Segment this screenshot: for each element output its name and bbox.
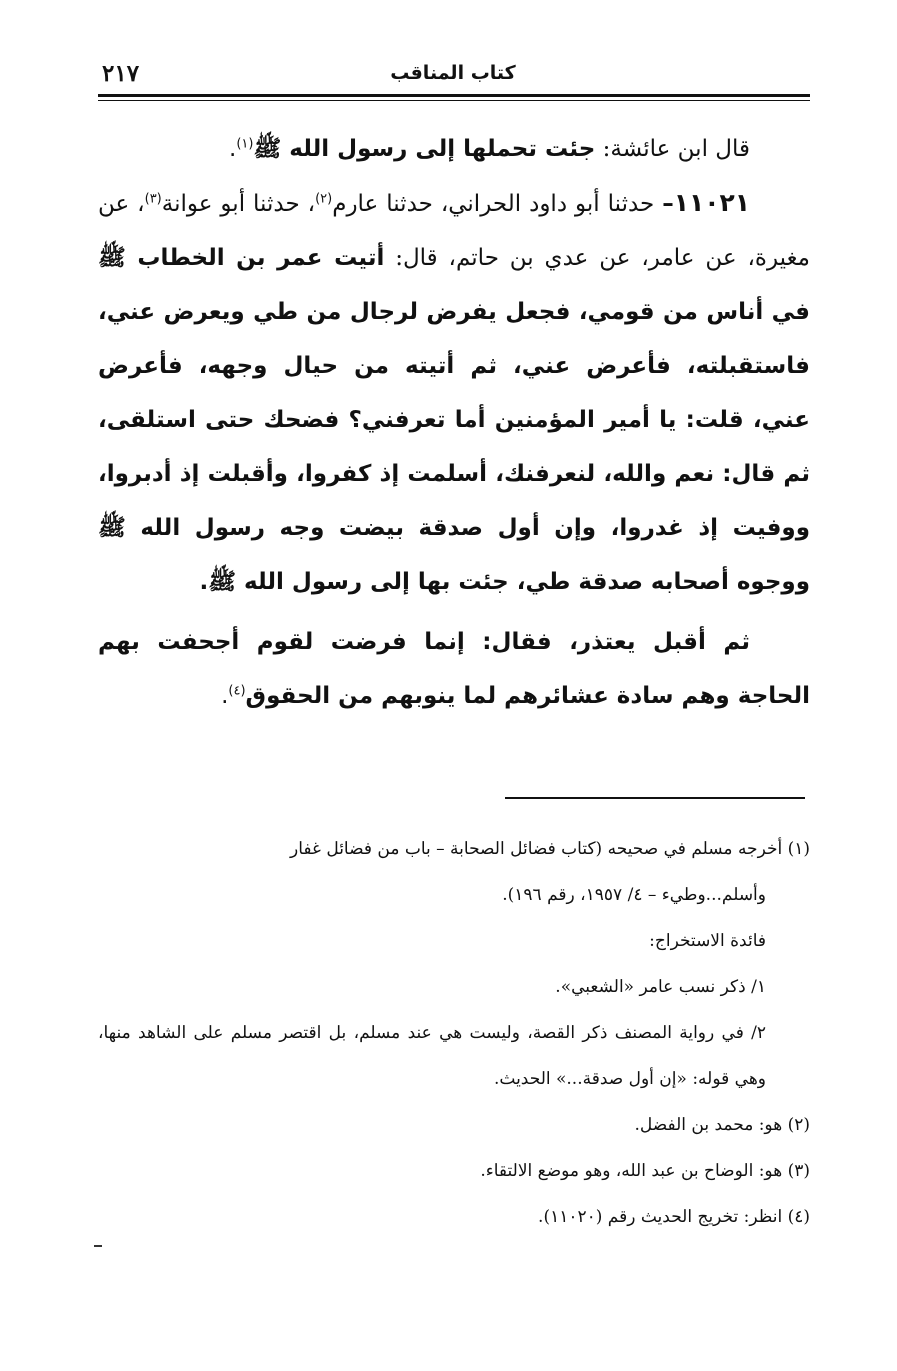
closing-paragraph: [98, 615, 810, 723]
footnote-ref-2: (٢): [315, 191, 333, 207]
footnote-1-line-2: وأسلم...وطيء – ٤/ ١٩٥٧، رقم ١٩٦).: [502, 885, 766, 905]
footnote-2: (٢) هو: محمد بن الفضل.: [634, 1115, 810, 1135]
paragraph-ibn-aisha: [98, 122, 810, 176]
footnote-1-point-2: ٢/ في رواية المصنف ذكر القصة، وليست هي عند مسلم، بل اقتصر مسلم على الشاهد منها، وهي قوله: «إن أول صدقة...» الحديث.: [98, 1023, 766, 1089]
hadith-paragraph: [98, 176, 810, 609]
chain-a: حدثنا أبو داود الحراني، حدثنا عارم: [332, 191, 663, 217]
footnotes: [98, 826, 810, 1240]
footnote-ref-4: (٤): [228, 683, 246, 699]
page-number: ٢١٧: [102, 60, 140, 87]
footnote-ref-3: (٣): [144, 191, 162, 207]
hadith-number: ١١٠٢١: [673, 188, 751, 217]
footnote-ref-1: (١): [236, 136, 254, 152]
paragraph1-quote: جئت تحملها إلى رسول الله ﷺ: [253, 136, 596, 162]
footnote-separator: [505, 797, 805, 799]
paragraph1-end: .: [229, 136, 237, 162]
paragraph1-intro: قال ابن عائشة:: [595, 136, 750, 162]
footnote-1-benefit: فائدة الاستخراج:: [649, 931, 766, 951]
footnote-4: (٤) انظر: تخريج الحديث رقم (١١٠٢٠).: [538, 1207, 810, 1227]
margin-mark: [94, 1245, 102, 1247]
footnote-3: (٣) هو: الوضاح بن عبد الله، وهو موضع الالتقاء.: [480, 1161, 810, 1181]
book-title: كتاب المناقب: [390, 62, 516, 84]
footnote-1-point-1: ١/ ذكر نسب عامر «الشعبي».: [555, 977, 766, 997]
closing-text: ثم أقبل يعتذر، فقال: إنما فرضت لقوم أجحفت بهم الحاجة وهم سادة عشائرهم لما ينوبهم من الحقوق: [98, 629, 810, 709]
header-rule-thin: [98, 100, 810, 101]
footnote-1-line-1: (١) أخرجه مسلم في صحيحه (كتاب فضائل الصحابة – باب من فضائل غفار: [290, 839, 810, 859]
hadith-text: أتيت عمر بن الخطاب ﷺ في أناس من قومي، فجعل يفرض لرجال من طي ويعرض عني، فاستقبلته، فأعرض عني، ثم أتيته من حيال وجهه، فأعرض عني، قلت: يا أمير المؤمنين أما تعرفني؟ فضحك حتى استلقى، ثم قال: نعم والله، لنعرفنك، أسلمت إذ كفروا، وأقبلت إذ أدبروا، ووفيت إذ غدروا، وإن أول صدقة بيضت وجه رسول الله ﷺ ووجوه أصحابه صدقة طي، جئت بها إلى رسول الله ﷺ.: [98, 245, 810, 595]
main-text: [98, 122, 810, 723]
header-rule-thick: [98, 94, 810, 97]
closing-end: .: [221, 683, 229, 709]
chain-c: ، عن مغيرة، عن عامر، عن عدي بن حاتم، قال:: [98, 191, 810, 271]
chain-b: ، حدثنا أبو عوانة: [161, 191, 316, 217]
hadith-dash: –: [662, 191, 674, 217]
running-header: [98, 58, 808, 98]
